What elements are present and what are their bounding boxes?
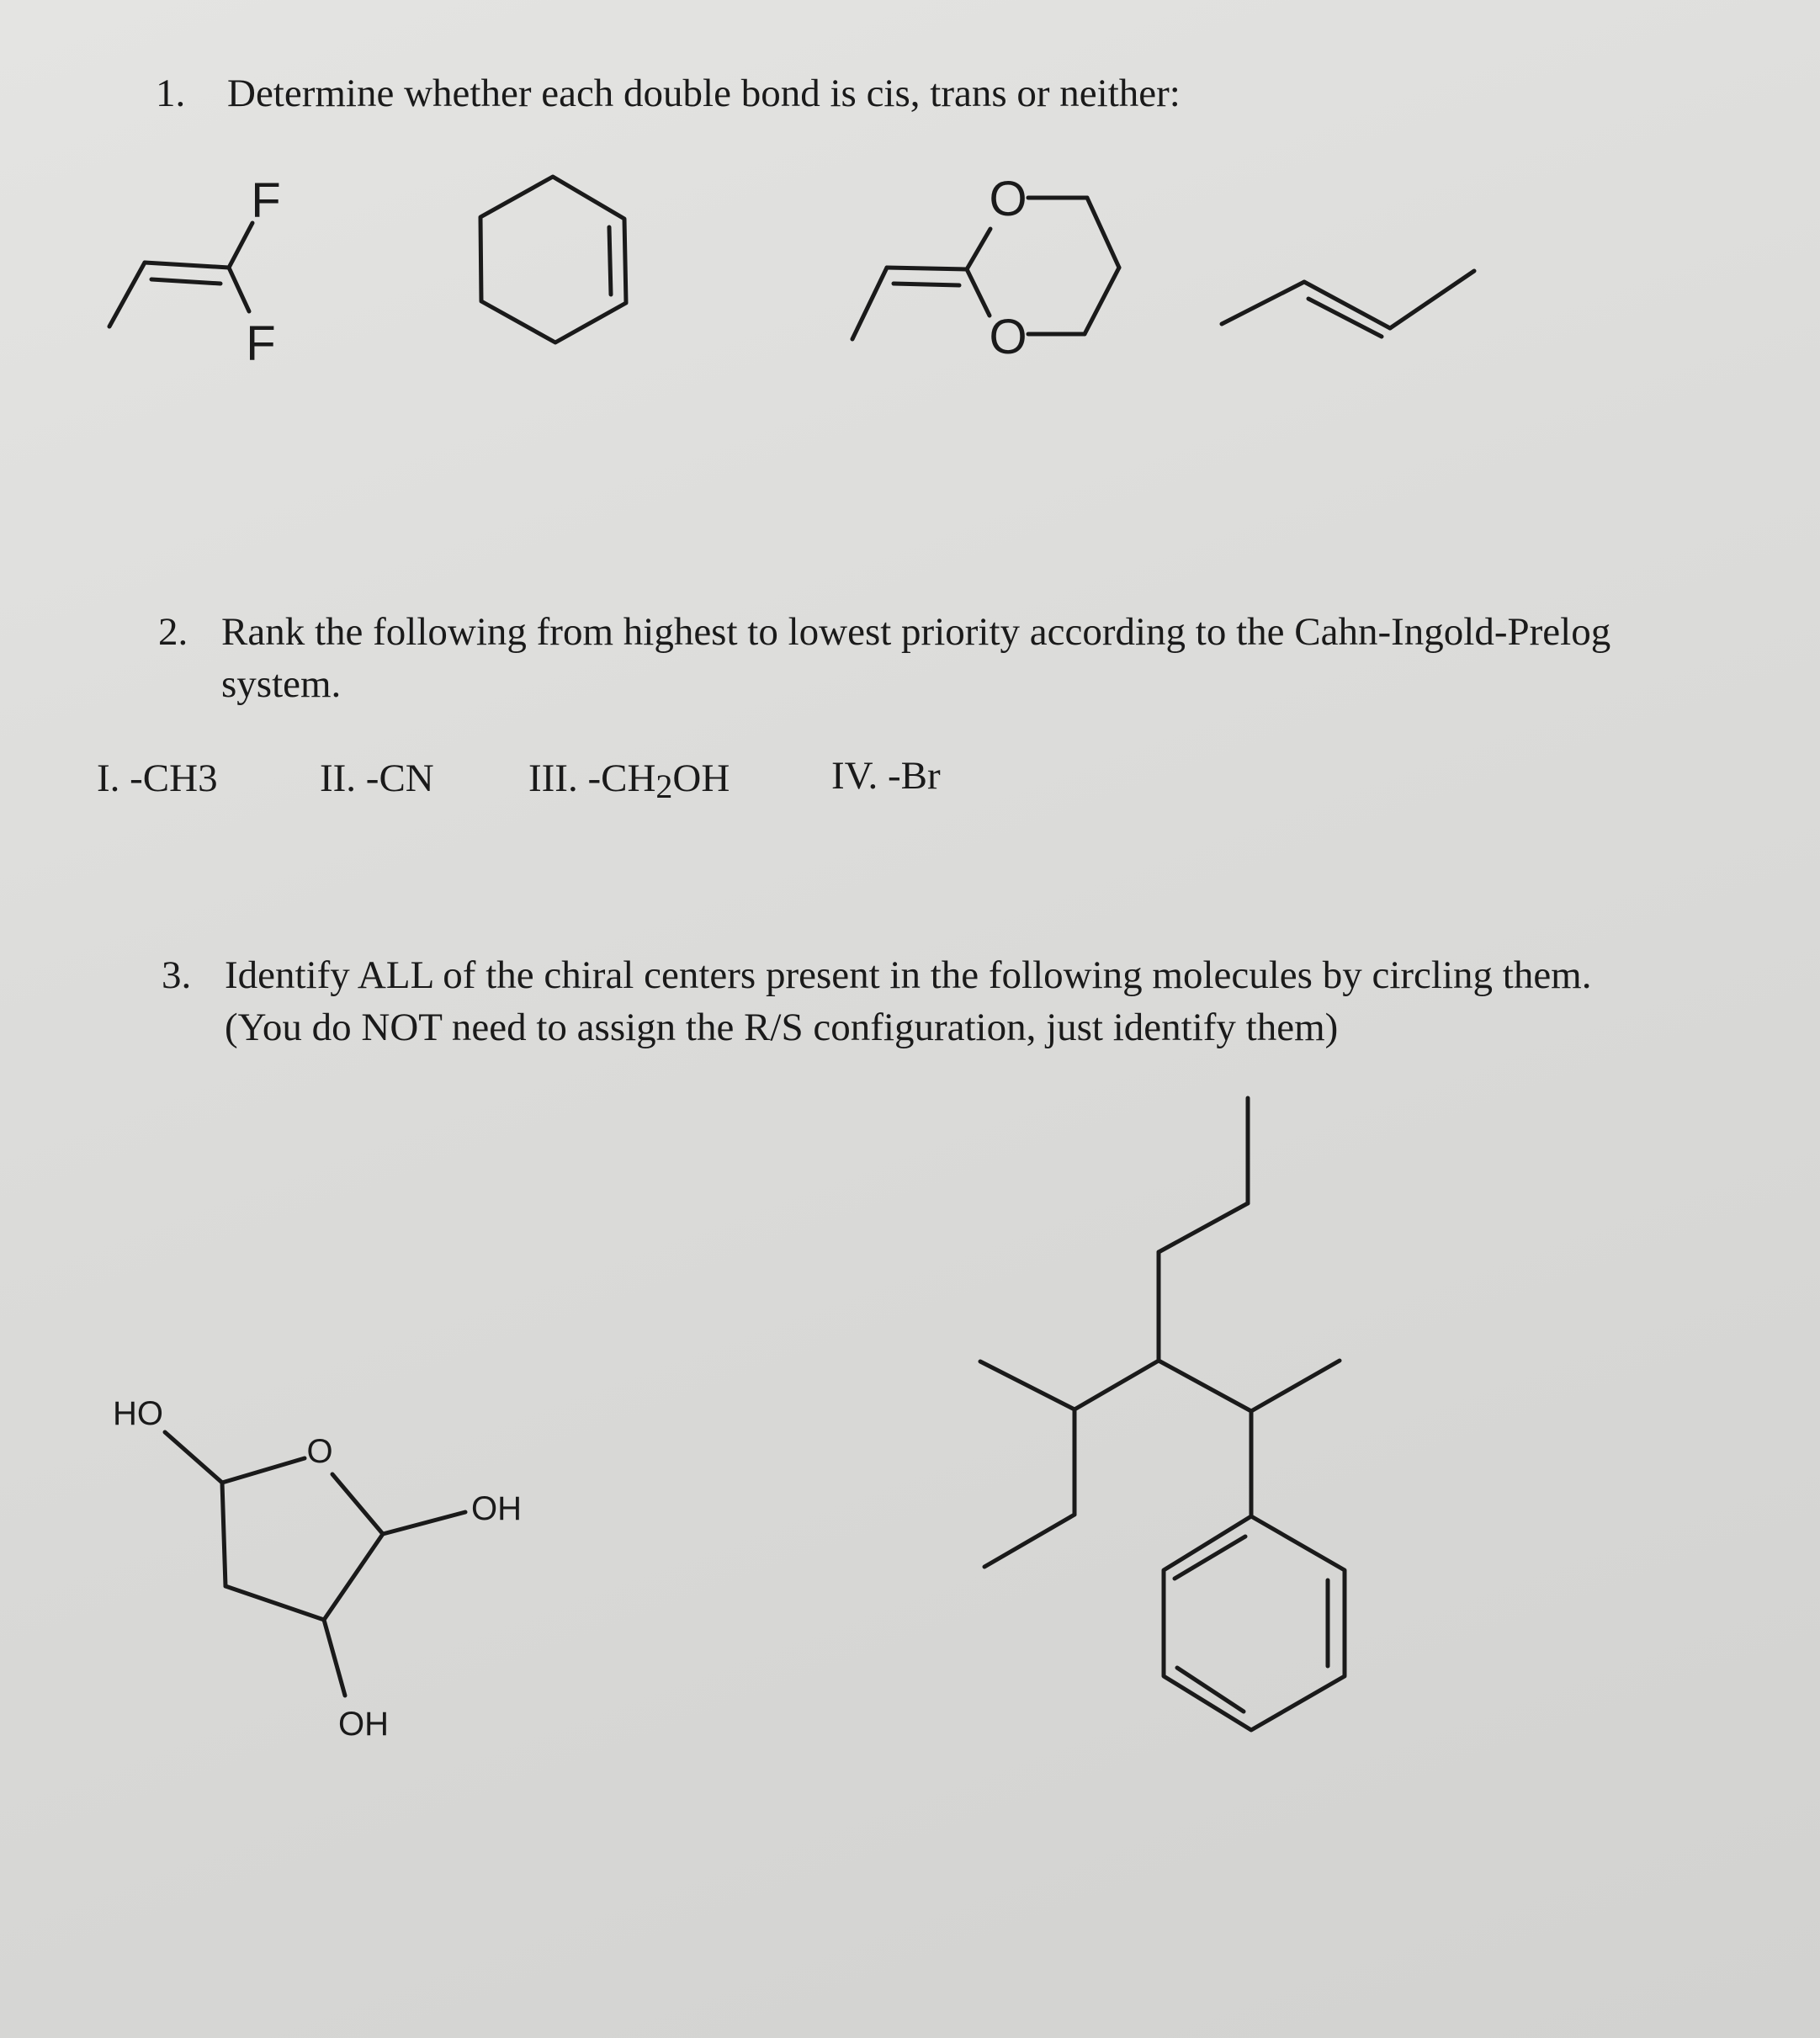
atom-label-f-top: F: [251, 173, 281, 228]
question-3-line-2: (You do NOT need to assign the R/S configuration, just identify them): [225, 1006, 1339, 1049]
question-2-line-1: Rank the following from highest to lowest priority according to the Cahn-Ingold-Prelog: [221, 610, 1611, 654]
atom-label-oh-right: OH: [471, 1490, 522, 1527]
molecule-phenyl-alkane: [980, 1098, 1345, 1730]
option-iii: III. -CH2OH: [528, 756, 730, 805]
molecule-difluoropropene: [109, 223, 252, 326]
question-3-number: 3.: [162, 953, 192, 997]
option-ii: II. -CN: [320, 756, 434, 800]
molecule-sugar: [165, 1432, 465, 1696]
question-3-line-1: Identify ALL of the chiral centers present in the following molecules by circling them.: [225, 953, 1592, 997]
atom-label-ring-o: O: [306, 1433, 333, 1470]
atom-label-ho: HO: [113, 1395, 163, 1432]
question-2-line-2: system.: [221, 662, 342, 706]
option-iv: IV. -Br: [831, 754, 941, 798]
option-i: I. -CH3: [97, 756, 218, 800]
atom-label-o-top: O: [989, 172, 1027, 226]
question-1-text: Determine whether each double bond is cis, trans or neither:: [227, 72, 1181, 115]
molecule-cyclohexene: [480, 177, 626, 342]
molecule-ethylidene-dioxane: [852, 198, 1119, 339]
atom-label-oh-bottom: OH: [338, 1706, 389, 1743]
question-2-number: 2.: [158, 610, 188, 654]
molecule-pentene: [1222, 271, 1474, 337]
atom-label-f-bottom: F: [246, 316, 276, 371]
atom-label-o-bottom: O: [989, 310, 1027, 364]
question-1-number: 1.: [156, 72, 186, 115]
